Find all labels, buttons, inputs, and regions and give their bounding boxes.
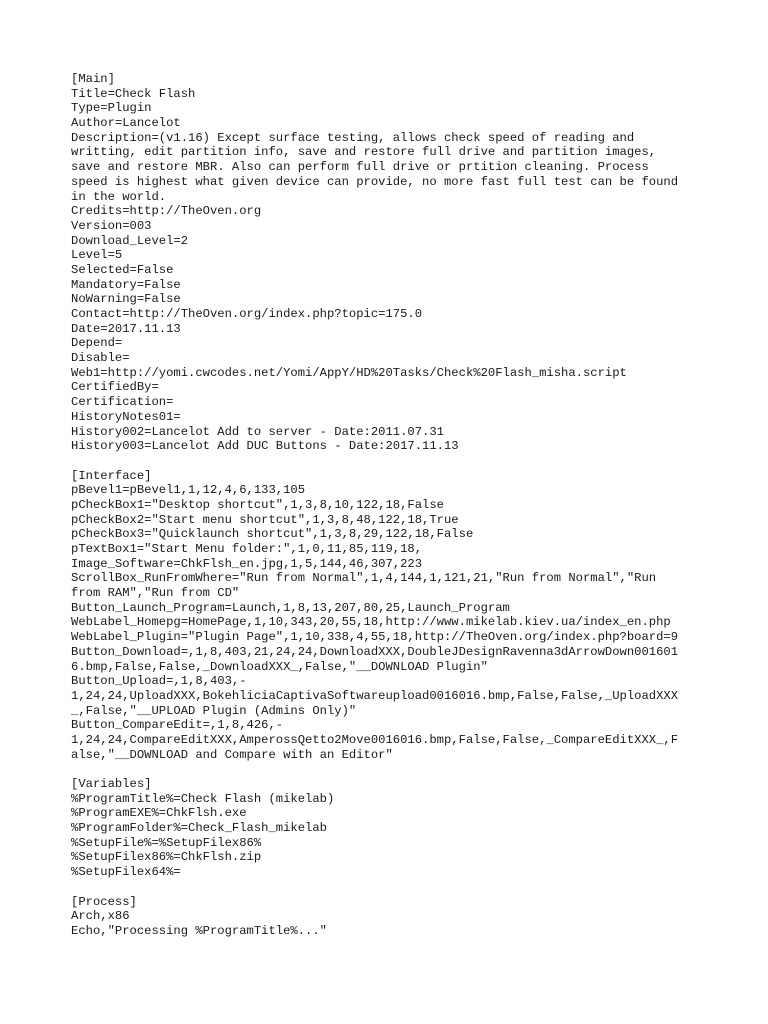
section-header: [Interface] [71,468,152,483]
text-line: speed is highest what given device can provide, no more fast full test can be found [71,174,679,189]
text-line: Web1=http://yomi.cwcodes.net/Yomi/AppY/HD%20Tasks/Check%20Flash_misha.script [71,365,627,380]
text-line: Download_Level=2 [71,233,189,248]
text-line: _,False,"__UPLOAD Plugin (Admins Only)" [71,703,357,718]
text-line: pTextBox1="Start Menu folder:",1,0,11,85,119,18, [71,542,423,556]
text-line: Depend= [71,336,123,351]
text-line: Button_CompareEdit=,1,8,426,- [71,718,284,733]
text-line: %SetupFilex86%=ChkFlsh.zip [71,850,262,865]
text-line: Author=Lancelot [71,116,181,131]
text-line: WebLabel_Homepg=HomePage,1,10,343,20,55,18,http://www.mikelab.kiev.ua/index_en.php [71,615,671,630]
text-line: Button_Download=,1,8,403,21,24,24,DownloadXXX,DoubleJDesignRavenna3dArrowDown001601 [71,644,679,659]
blank-line [71,762,711,777]
section-header: [Variables] [71,777,152,791]
text-line: HistoryNotes01= [71,409,181,424]
text-line: pCheckBox3="Quicklaunch shortcut",1,3,8,29,122,18,False [71,527,474,542]
text-line: Selected=False [71,262,174,277]
text-line: Date=2017.11.13 [71,321,181,336]
text-line: from RAM","Run from CD" [71,586,240,601]
text-line: pBevel1=pBevel1,1,12,4,6,133,105 [71,483,306,498]
text-line: %ProgramEXE%=ChkFlsh.exe [71,806,247,821]
text-line: %SetupFilex64%= [71,865,181,880]
text-line: 1,24,24,CompareEditXXX,AmperossQetto2Move0016016.bmp,False,False,_CompareEditXXX_,F [71,732,679,747]
text-line: Image_Software=ChkFlsh_en.jpg,1,5,144,46,307,223 [71,556,423,571]
text-line: pCheckBox2="Start menu shortcut",1,3,8,48,122,18,True [71,512,459,527]
section-header: [Process] [71,894,137,909]
text-line: Certification= [71,395,174,410]
text-line: %ProgramFolder%=Check_Flash_mikelab [71,821,327,836]
text-line: alse,"__DOWNLOAD and Compare with an Editor" [71,747,393,762]
text-line: Contact=http://TheOven.org/index.php?topic=175.0 [71,307,423,321]
blank-line [71,454,711,469]
text-line: save and restore MBR. Also can perform full drive or prtition cleaning. Process [71,160,649,175]
section-header: [Main] [71,72,115,86]
text-line: History003=Lancelot Add DUC Buttons - Date:2017.11.13 [71,439,459,454]
text-line: Credits=http://TheOven.org [71,204,262,219]
blank-line [71,880,711,895]
text-line: Description=(v1.16) Except surface testing, allows check speed of reading and [71,130,635,145]
text-line: Type=Plugin [71,101,152,116]
text-line: Button_Upload=,1,8,403,- [71,674,247,689]
text-line: %SetupFile%=%SetupFilex86% [71,835,262,850]
text-line: Version=003 [71,218,152,233]
text-line: Arch,x86 [71,909,130,924]
text-line: Level=5 [71,248,123,263]
text-line: NoWarning=False [71,292,181,307]
text-line: in the world. [71,189,167,204]
text-line: Mandatory=False [71,277,181,292]
text-line: writting, edit partition info, save and restore full drive and partition images, [71,145,657,160]
text-line: WebLabel_Plugin="Plugin Page",1,10,338,4,55,18,http://TheOven.org/index.php?board=9 [71,630,679,645]
text-line: History002=Lancelot Add to server - Date:2011.07.31 [71,424,444,439]
text-line: %ProgramTitle%=Check Flash (mikelab) [71,791,335,806]
text-line: CertifiedBy= [71,380,159,395]
text-line: Title=Check Flash [71,86,196,101]
text-line: Echo,"Processing %ProgramTitle%..." [71,923,327,938]
text-line: Disable= [71,351,130,366]
text-line: 6.bmp,False,False,_DownloadXXX_,False,"__DOWNLOAD Plugin" [71,659,488,674]
script-document [71,72,711,939]
text-line: Button_Launch_Program=Launch,1,8,13,207,80,25,Launch_Program [71,600,510,615]
text-line: ScrollBox_RunFromWhere="Run from Normal",1,4,144,1,121,21,"Run from Normal","Run [71,571,657,586]
text-line: pCheckBox1="Desktop shortcut",1,3,8,10,122,18,False [71,497,444,512]
text-line: 1,24,24,UploadXXX,BokehliciaCaptivaSoftwareupload0016016.bmp,False,False,_UploadXXX [71,688,679,703]
